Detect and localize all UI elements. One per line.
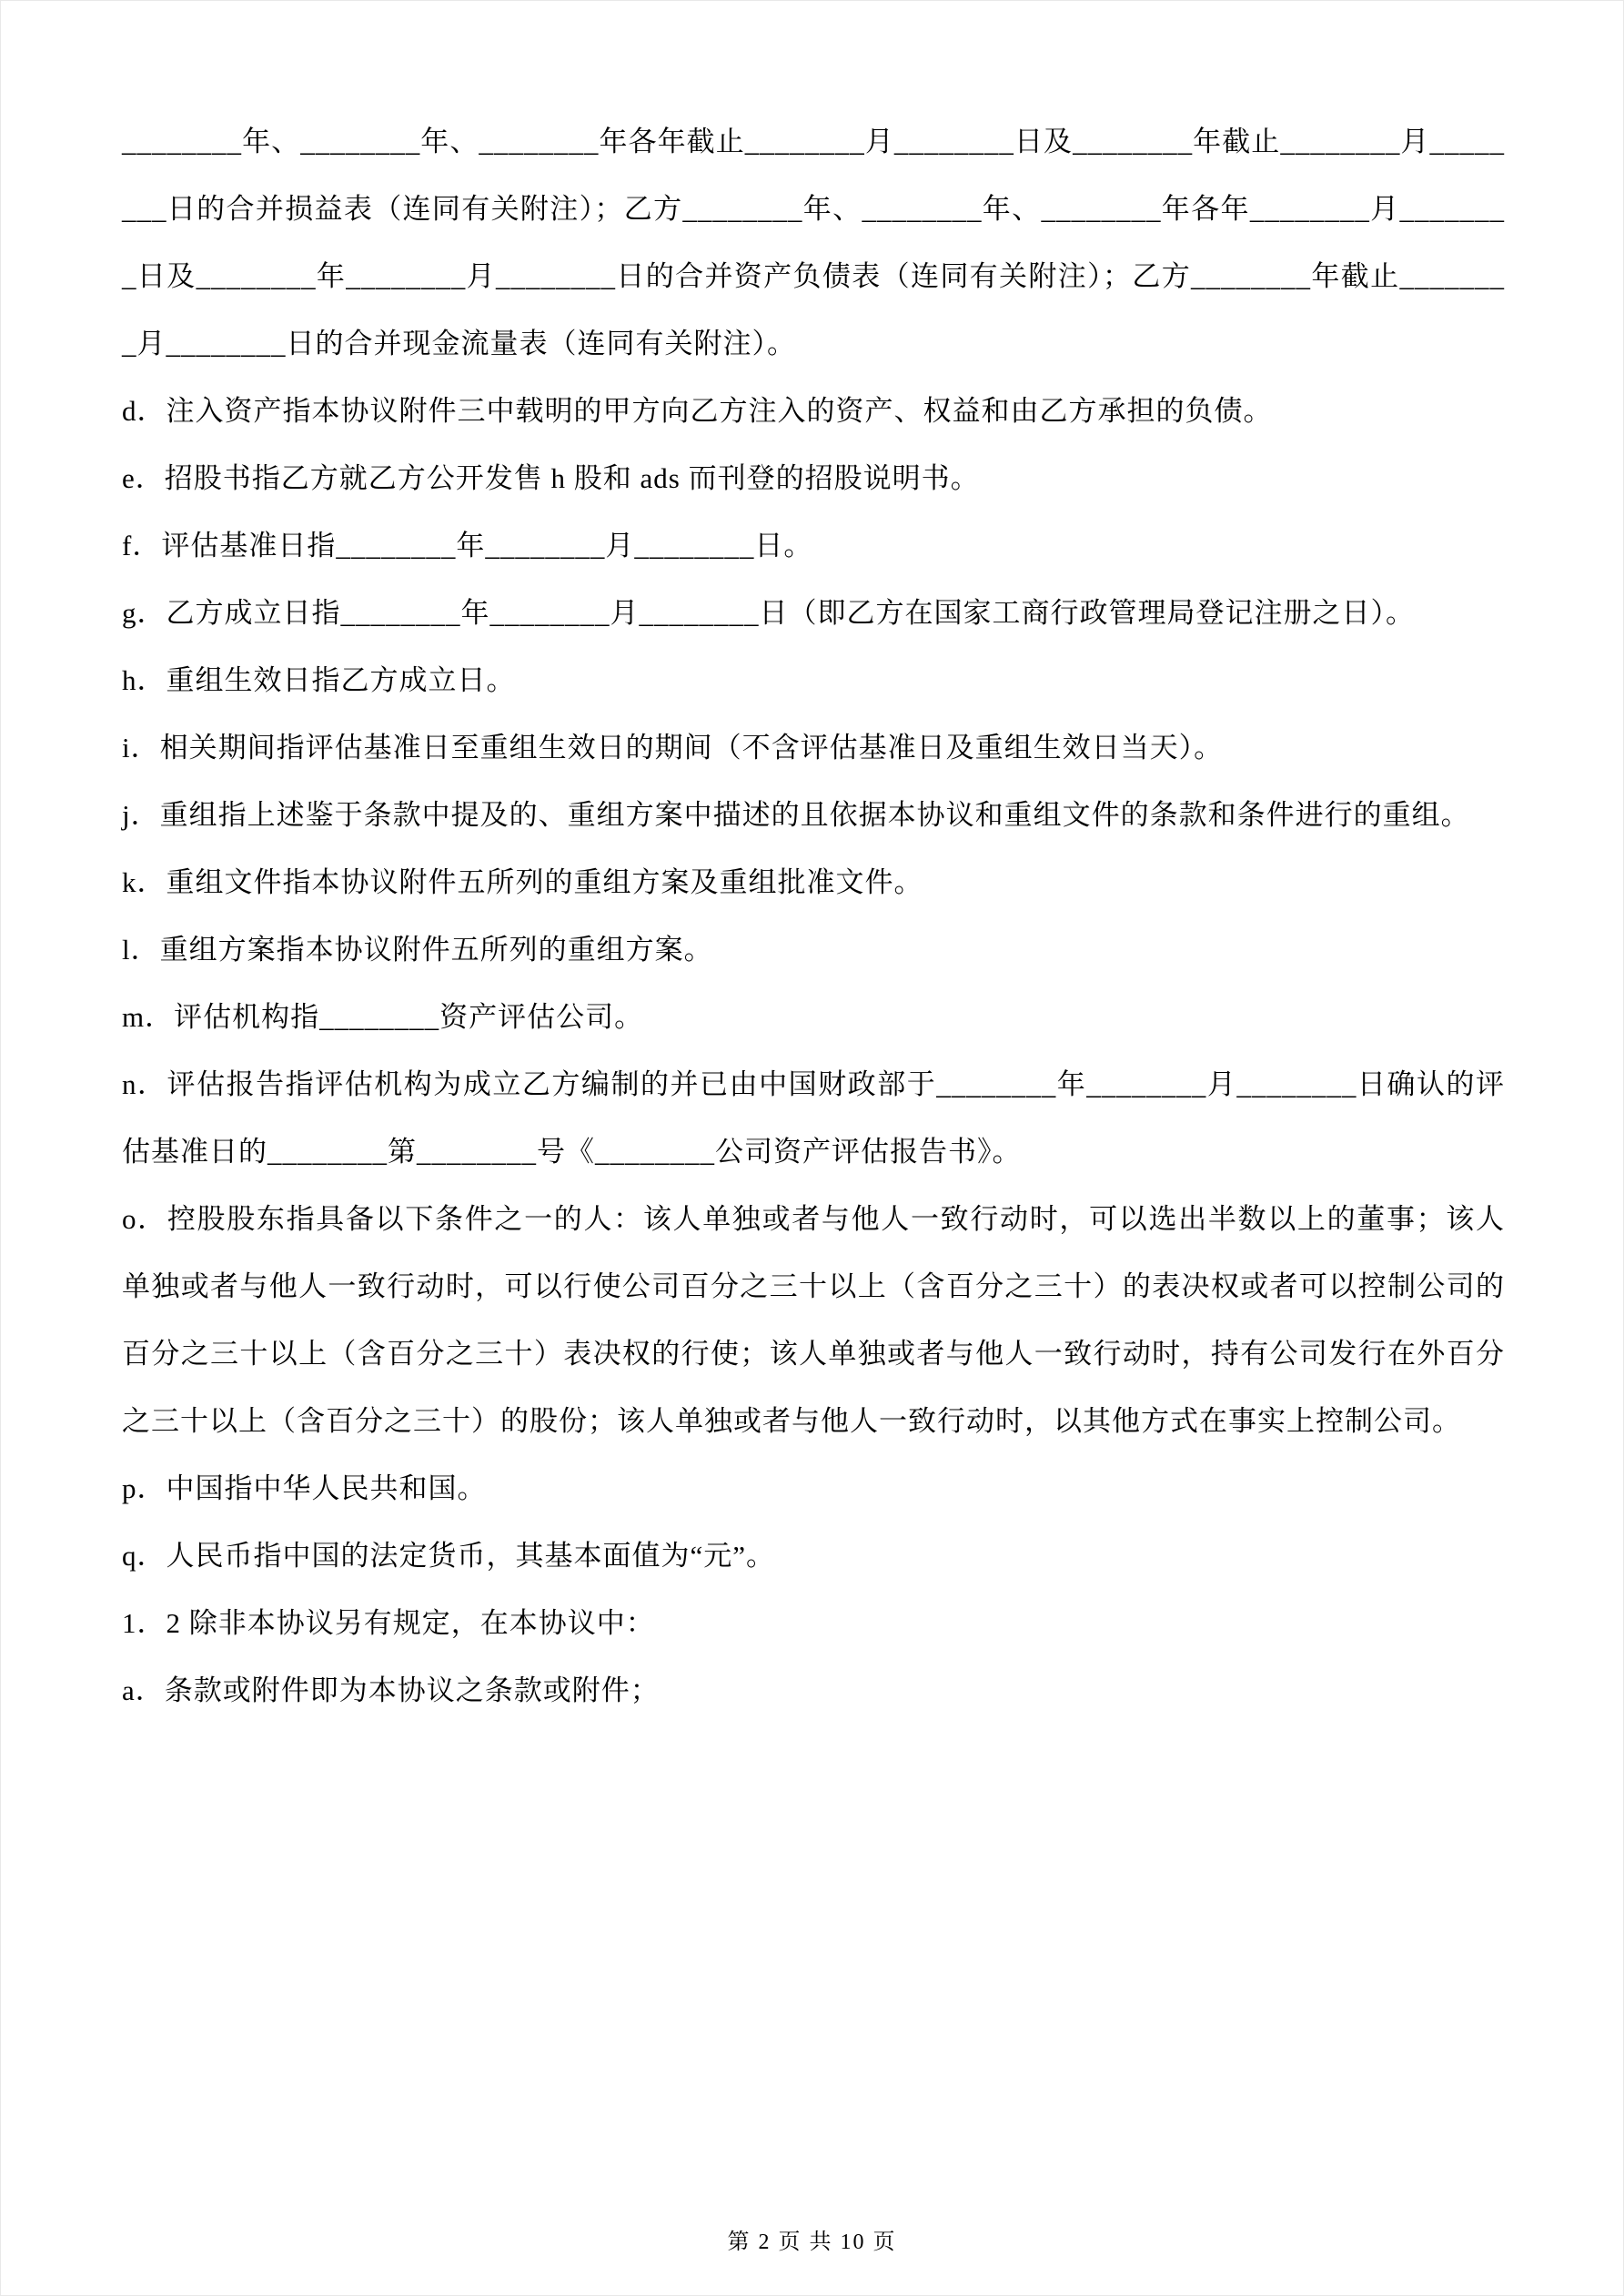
definition-o-controlling-shareholder: o．控股股东指具备以下条件之一的人：该人单独或者与他人一致行动时，可以选出半数以上的董事；该人单独或者与他人一致行动时，可以行使公司百分之三十以上（含百分之三十）的表决权或者可以控制公司的百分之三十以上（含百分之三十）表决权的行使；该人单独或者与他人一致行动时，持有公司发行在外百分之三十以上（含百分之三十）的股份；该人单独或者与他人一致行动时，以其他方式在事实上控制公司。 xyxy=(122,1203,1505,1437)
definition-j-restructuring: j．重组指上述鉴于条款中提及的、重组方案中描述的且依据本协议和重组文件的条款和条件进行的重组。 xyxy=(122,799,1470,831)
definition-i-relevant-period: i．相关期间指评估基准日至重组生效日的期间（不含评估基准日及重组生效日当天）。 xyxy=(122,732,1224,764)
definition-h-restructuring-effective-date: h．重组生效日指乙方成立日。 xyxy=(122,664,516,696)
definition-n-valuation-report: n．评估报告指评估机构为成立乙方编制的并已由中国财政部于________年________月________日确认的评估基准日的________第________号《________公司资产评估报告书》。 xyxy=(122,1068,1505,1168)
definition-f-valuation-base-date: f．评估基准日指________年________月________日。 xyxy=(122,530,813,561)
definition-l-restructuring-plan: l．重组方案指本协议附件五所列的重组方案。 xyxy=(122,934,713,966)
document-body xyxy=(122,108,1505,1725)
definition-k-restructuring-documents: k．重组文件指本协议附件五所列的重组方案及重组批准文件。 xyxy=(122,866,923,898)
definition-e-prospectus: e．招股书指乙方就乙方公开发售 h 股和 ads 而刊登的招股说明书。 xyxy=(122,462,980,494)
paragraph-continuation-financial-statements: ________年、________年、________年各年截止________月________日及________年截止________月________日的合并损益表（连同有关附注）；乙方________年、________年、________年各年________月________日及________年________月________日的合并资产负债表（连同有关附注）；乙方________年截止________月________日的合并现金流量表（连同有关附注）。 xyxy=(122,126,1505,359)
definition-g-party-b-establishment-date: g．乙方成立日指________年________月________日（即乙方在国家工商行政管理局登记注册之日）。 xyxy=(122,597,1415,629)
definition-m-valuation-agency: m．评估机构指________资产评估公司。 xyxy=(122,1001,644,1033)
definition-d-injected-assets: d．注入资产指本协议附件三中载明的甲方向乙方注入的资产、权益和由乙方承担的负债。 xyxy=(122,395,1273,427)
definition-p-china: p．中国指中华人民共和国。 xyxy=(122,1472,487,1504)
clause-1-2-item-a: a．条款或附件即为本协议之条款或附件； xyxy=(122,1674,660,1706)
definition-q-rmb: q．人民币指中国的法定货币，其基本面值为“元”。 xyxy=(122,1540,776,1572)
page-number-footer: 第 2 页 共 10 页 xyxy=(727,2230,897,2254)
clause-1-2: 1．2 除非本协议另有规定，在本协议中： xyxy=(122,1607,655,1639)
